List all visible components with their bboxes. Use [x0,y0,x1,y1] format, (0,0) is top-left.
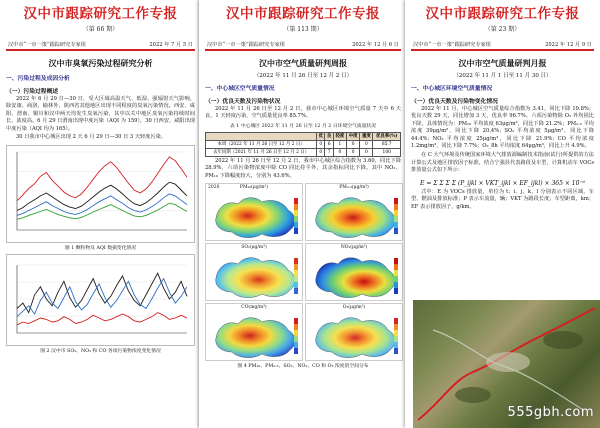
section-heading: 一、中心城区空气质量情况 [205,85,275,92]
legend-swatch [394,264,398,270]
table-header-cell: 良 [326,134,332,140]
table-header-cell: 重度 [360,132,373,140]
map-region [216,258,295,298]
map-label: PM₁₀(μg/m³) [239,185,269,191]
map-shape-svg [306,304,402,360]
table-header-row [206,132,401,140]
concentration-map [305,243,403,301]
issue-number: （第 66 期） [82,26,119,33]
map-region [316,198,395,238]
legend-swatch [394,282,398,288]
table-cell: 85.7 [373,140,401,148]
concentration-map [205,303,303,361]
map-shape-svg [206,304,302,360]
table-cell: 0 [360,140,373,148]
paragraph: 2022 年 11 月 26 日至 12 月 2 日，我市中心城区环境空气质量 7 天中 6 天良，1 天轻度污染，空气质量优良率 85.7%。 [205,105,401,120]
paragraph: 2022 年 11 月，中心城区空气质量综合指数为 3.41，同比下降 19.8%；优良天数 29 天，同比增加 3 天，优良率 96.7%。六项污染物除 O₃ 外均同比下降，具体情况为：PM₁₀ 平均浓度 63μg/m³，同比下降 21.2%；PM₂.₅ 平均浓度 39μg/m³，同比下降 20.4%；SO₂ 平均浓度 5μg/m³，同比下降 44.4%；NO₂ 平均浓度 25μg/m³，同比下降 21.9%；CO 平均浓度 1.2mg/m³，同比下降 7.7%；O₃_8h 平均浓度 64μg/m³，同比上升 4.9%。 [411,105,594,150]
table-cell: 去年同期（2021 年 11 月 26 日至 12 月 2 日） [206,148,317,156]
map-shape-svg [306,244,402,300]
map-label: CO(mg/m³) [241,305,267,311]
table-cell: 7 [325,148,333,156]
paragraph: 在 C 大气环境及传统国家环境大气排放源编制技术指南(试行)所提供的方法计算公式及地区排放因子标准，结合宁强县代表路段及车型，计算机动车 VOCs 排放量公式如下所示： [411,152,594,174]
report-title: 汉中市臭氧污染过程研究分析 [48,57,153,68]
meta-date: 2022 年 12 月 9 日 [545,42,592,48]
report-subtitle: （2022 年 11 月 26 日至 12 月 2 日） [253,72,353,79]
report-title: 汉中市空气质量研判周报 [259,57,347,68]
table-cell: 0 [333,148,346,156]
subsection-heading: （一）污染过程概述 [6,88,59,95]
legend-swatch [294,324,298,330]
map-region [316,318,395,358]
masthead: 汉中市跟踪研究工作专报 [23,6,178,22]
table-row [206,140,401,148]
concentration-map [305,183,403,241]
map-label: SO₂(μg/m³) [241,245,267,251]
legend-swatch [294,222,298,228]
subsection-heading: （一）优良天数及污染物变化情况 [411,98,498,105]
chart-2-svg [7,255,194,341]
red-rule [6,49,195,51]
table-row [206,148,401,156]
table-header-cell: 优 [318,134,323,140]
figure-caption: 图 1 颗粒物及 AQI 数据变化情况 [64,246,137,252]
report-title: 汉中市空气质量研判月报 [458,57,547,68]
map-region [216,318,295,358]
map-shape-svg [206,184,302,240]
legend-swatch [294,348,298,354]
section-heading: 一、污染过程及成因分析 [6,75,70,82]
watermark: 555gbh.com [507,405,594,420]
map-region [216,198,295,238]
paragraph: 2022 年 6 月 29 日—30 日，受大区域高温天气、低湿、强辐射天气影响，除安康、商洛、榆林外，陕西省其他地区出现不同程度的臭氧污染情况。西安、咸阳、渭南、铜川和汉中两天均发生臭氧污染，其中以关中地区臭氧污染持续时间长，浓度高。6 月 29 日渭南出现中度污染（AQI 为 159），30 日西安、咸阳出现中度污染（AQI 均为 165）。 [6,95,195,132]
meta-author: 汉中市“一市一策”跟踪研究专家组 [413,42,491,48]
table-header-cell: 中度 [346,132,359,140]
table-cell: 本周（2022 年 11 月 26 日至 12 月 2 日） [206,140,317,148]
table-cell: 0 [360,148,373,156]
legend-swatch [394,288,398,294]
masthead: 汉中市跟踪研究工作专报 [226,6,380,22]
legend-swatch [394,318,398,324]
red-rule [411,49,594,51]
meta-date: 2022 年 7 月 5 日 [149,42,193,48]
map-shape-svg [206,244,302,300]
series-line [17,273,187,312]
chart-2 [6,254,195,346]
legend-swatch [394,276,398,282]
red-rule [205,49,401,51]
legend-swatch [294,228,298,234]
map-label: PM₂.₅(μg/m³) [339,185,369,191]
table-header-cell [206,132,317,140]
series-line [17,203,187,219]
map-shape-svg [306,184,402,240]
series-line [17,194,187,216]
legend-swatch [394,216,398,222]
figure-caption: 图 2 汉中市 SO₂、NO₂ 和 CO 各项污染物浓度变化情况 [40,349,161,355]
legend-swatch [394,228,398,234]
concentration-map [205,183,303,241]
legend-swatch [394,336,398,342]
table-body [206,140,401,156]
series-line [17,157,187,201]
meta-line [405,41,600,48]
legend-swatch [394,330,398,336]
report-page-2 [199,0,407,428]
quality-table [205,132,401,157]
legend-swatch [294,198,298,204]
issue-number: （第 23 期） [484,26,521,33]
meta-date: 2022 年 12 月 6 日 [352,42,399,48]
table-header-cell: 优良率(%) [373,132,401,140]
issue-number: （第 113 期） [283,26,323,33]
chart-1 [6,145,195,243]
legend-swatch [394,348,398,354]
table-cell: 0 [346,148,359,156]
legend-swatch [294,258,298,264]
series-line [17,182,187,210]
map-tag: 2020 [208,185,220,191]
table-cell: 100 [373,148,401,156]
map-grid [205,183,401,361]
meta-line [0,41,201,48]
concentration-map [305,303,403,361]
meta-author: 汉中市“一市一策”跟踪研究专家组 [8,42,86,48]
legend-swatch [394,324,398,330]
legend-swatch [394,204,398,210]
map-label: O₃(μg/m³) [342,305,366,311]
legend-swatch [294,204,298,210]
paragraph: 30 日我市中心城区出现 2 天 6 月 29 日—30 日 3 天轻度污染。 [16,134,166,141]
table-caption: 表 1 中心城区 2022 年 11 月 26 日至 12 月 2 日环境空气质量状况 [229,123,377,129]
legend-swatch [294,264,298,270]
legend-swatch [294,210,298,216]
meta-line [199,41,407,48]
legend-swatch [294,336,298,342]
chart-1-svg [7,146,194,238]
legend-swatch [294,318,298,324]
vocs-formula: E = Σ Σ Σ Σ (P_ijkl × VKT_ijkl × EF_ijkl) × 365 × 10⁻⁶ [420,179,585,187]
meta-author: 汉中市“一市一策”跟踪研究专家组 [207,42,285,48]
series-line [17,313,187,325]
report-subtitle: （2022 年 11 月 1 日至 11 月 30 日） [453,72,552,79]
legend-swatch [394,210,398,216]
subsection-heading: （一）优良天数及污染物状况 [205,98,281,105]
legend-swatch [394,258,398,264]
table-cell: 0 [346,140,359,148]
legend-swatch [394,270,398,276]
legend-swatch [294,216,298,222]
legend-swatch [394,198,398,204]
legend-swatch [294,342,298,348]
section-heading: 一、中心城区环境空气质量情况 [411,85,493,92]
legend-swatch [294,270,298,276]
report-page-1 [0,0,201,428]
legend-swatch [394,342,398,348]
legend-swatch [294,276,298,282]
map-label: NO₂(μg/m³) [340,245,368,251]
concentration-map [205,243,303,301]
table-cell: 1 [333,140,346,148]
table-header-cell: 轻度 [333,132,346,140]
legend-swatch [294,288,298,294]
figure-caption: 图 4 PM₁₀、PM₂.₅、SO₂、NO₂、CO 和 O₃ 浓度的空间分布 [237,364,369,370]
table-cell: 0 [317,148,325,156]
paragraph: 式中：E 为 VOCs 排放量，单位为 t；i、j、k、l 分别表示不同区域、车型、燃油及排放标准；P 表示车流量，辆；VKT 为路段长度；车型距离，km；EF 表示排放因子，g/km。 [411,188,594,211]
table-cell: 6 [325,140,333,148]
legend-swatch [294,282,298,288]
map-region [316,258,395,298]
masthead: 汉中市跟踪研究工作专报 [425,6,580,22]
table-cell: 0 [317,140,325,148]
legend-swatch [394,222,398,228]
paragraph: 2022 年 11 月 26 日至 12 月 2 日，我市中心城区综合指数为 3.60，同比下降 28.9%，六项污染物浓度中除 CO 同比持平外，其余指标同比下降。其中 NO₂、PM₁₀ 下降幅度较大，分别为 43.6%。 [205,157,401,179]
legend-swatch [294,330,298,336]
